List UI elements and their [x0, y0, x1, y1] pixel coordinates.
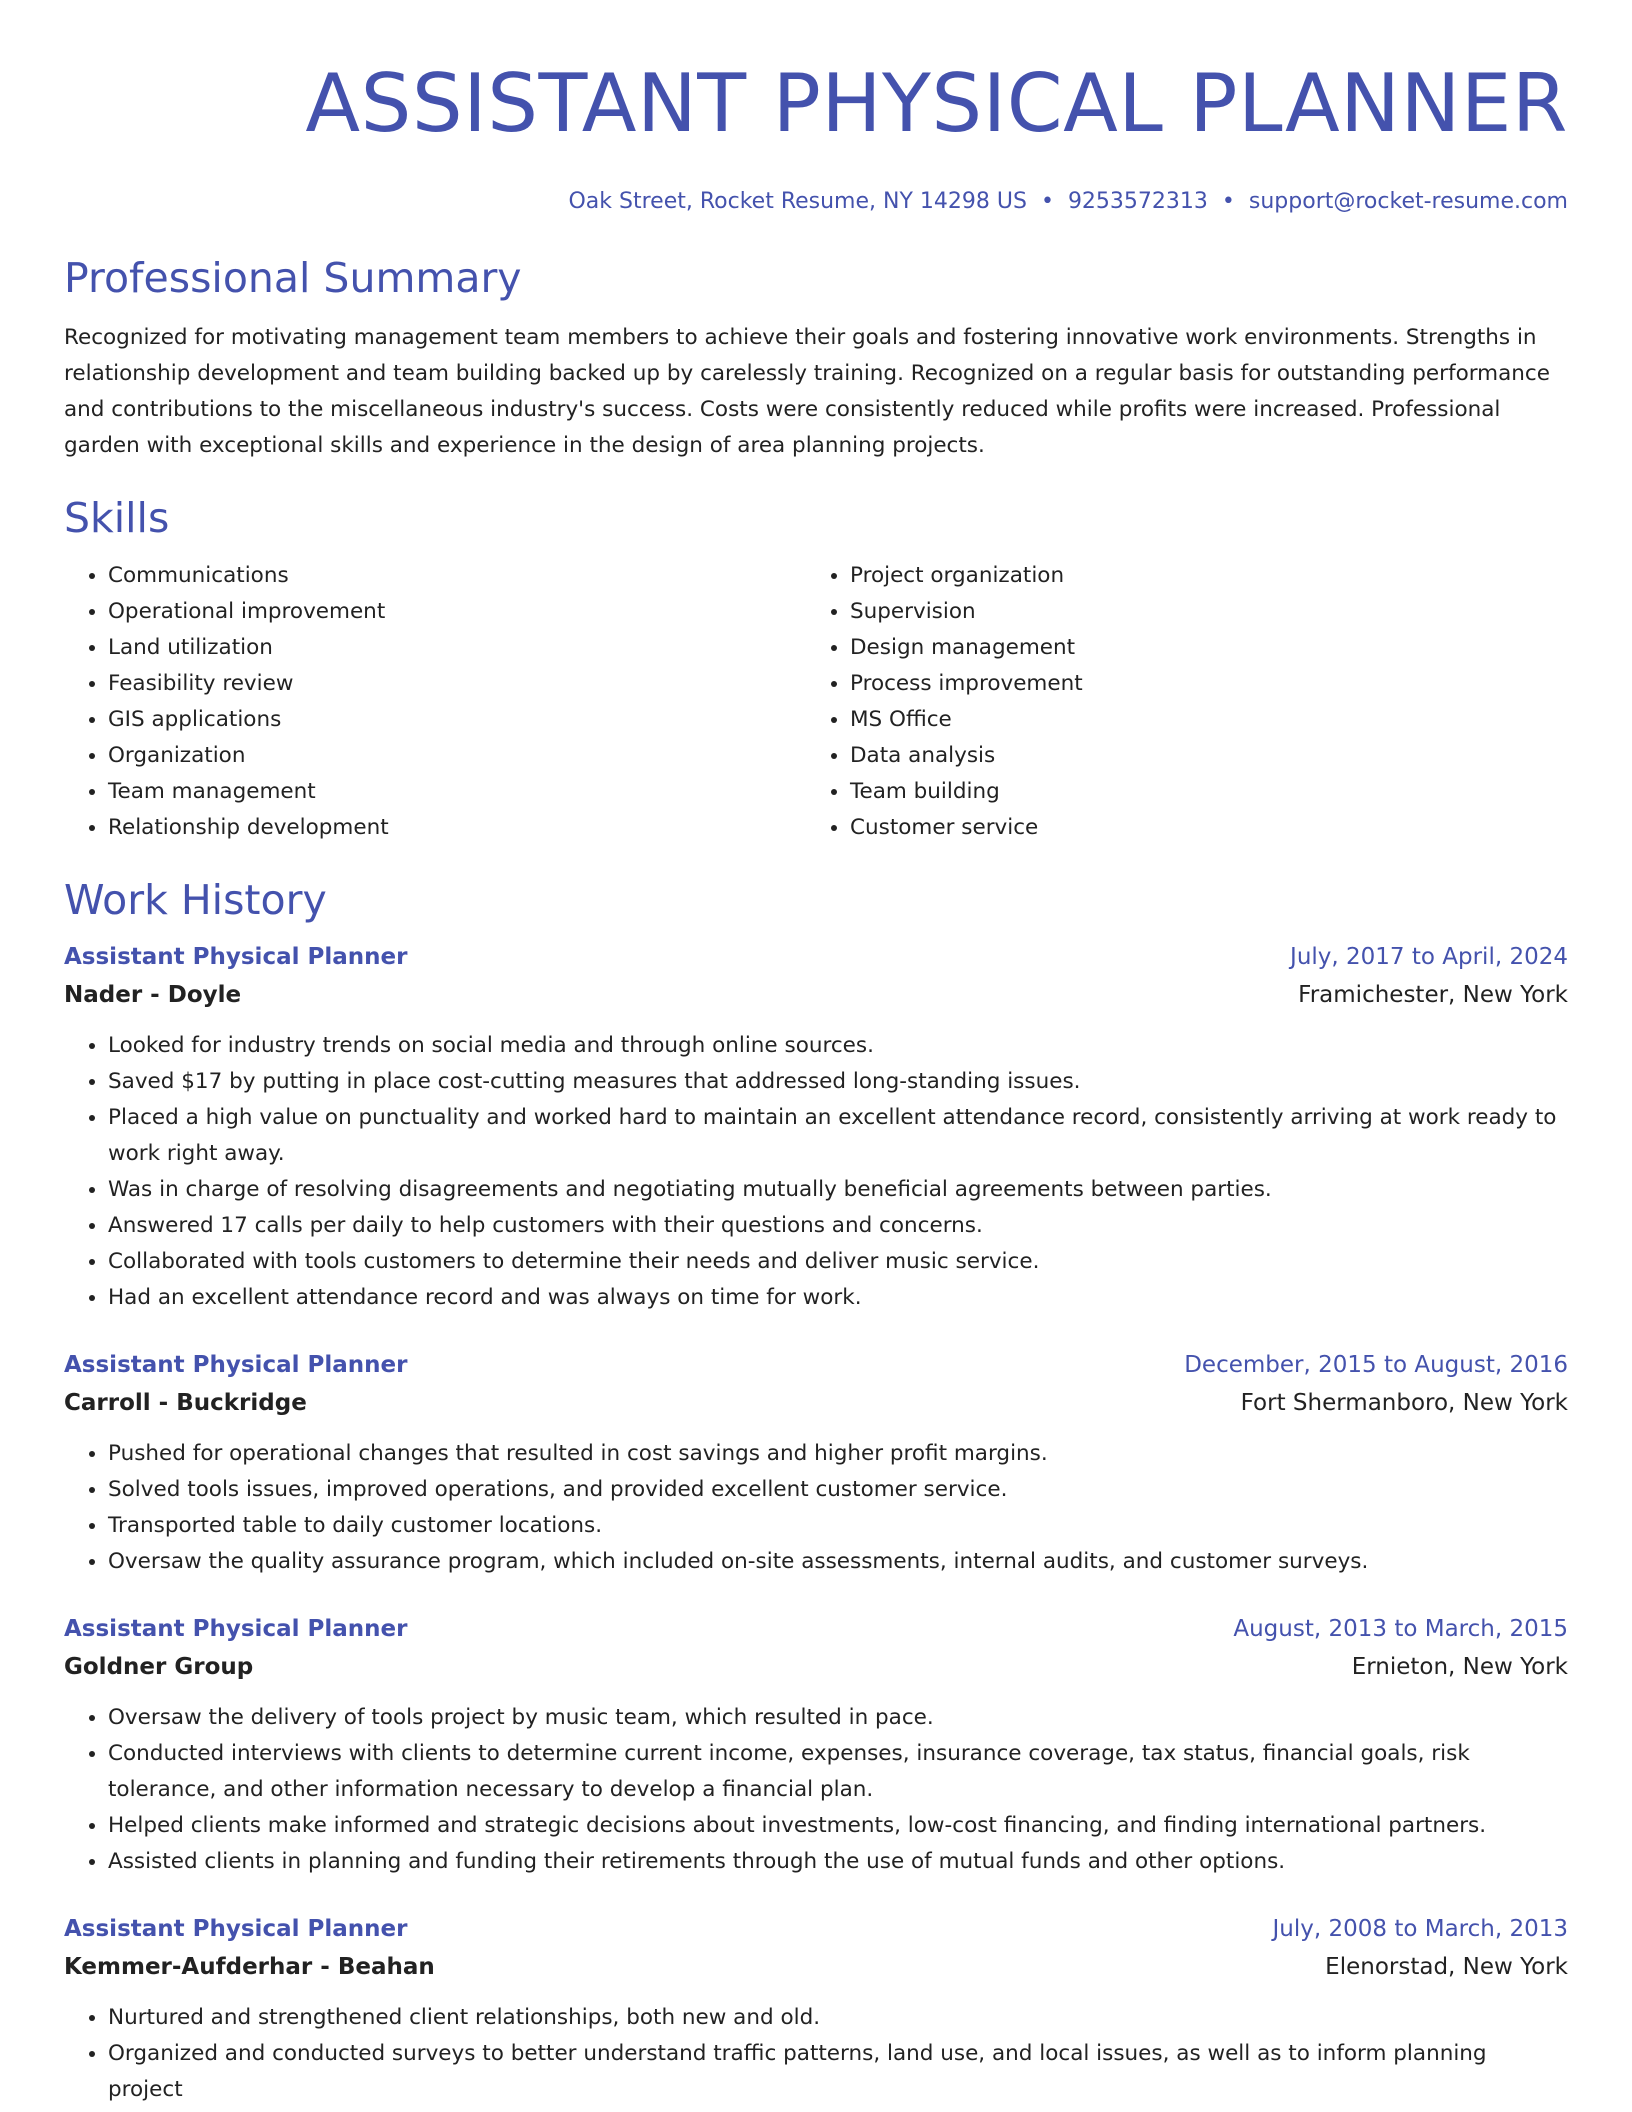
contact-separator: •	[1221, 189, 1235, 214]
job-bullet: • Collaborated with tools customers to determine their needs and deliver music service.	[108, 1244, 1568, 1280]
summary-text: Recognized for motivating management team members to achieve their goals and fostering innovative work environments. Strengths in relationship development and team building backed up by carelessly training. Recognized on a regular basis for outstanding performance and contributions to the miscellaneous industry's success. Costs were consistently reduced while profits were increased. Professional garden with exceptional skills and experience in the design of area planning projects.	[64, 325, 1550, 458]
job-bullets	[64, 1436, 1568, 1580]
job-location: Ernieton, New York	[1351, 1654, 1568, 1680]
skill-item: • MS Office	[850, 702, 1568, 738]
skill-item: • Feasibility review	[108, 666, 806, 702]
company-name: Kemmer-Aufderhar - Beahan	[64, 1954, 435, 1980]
skills-list	[64, 558, 1568, 846]
skill-item: • Team management	[108, 774, 806, 810]
work-history-heading: Work History	[64, 876, 327, 924]
job-bullet: • Assisted clients in planning and funding their retirements through the use of mutual funds and other options.	[108, 1844, 1568, 1880]
job-bullet: • Oversaw the quality assurance program, which included on-site assessments, internal audits, and customer surveys.	[108, 1544, 1568, 1580]
skill-item: • GIS applications	[108, 702, 806, 738]
skill-item: • Operational improvement	[108, 594, 806, 630]
job-company-row	[64, 1948, 1568, 1986]
summary-heading: Professional Summary	[64, 254, 522, 302]
company-name: Nader - Doyle	[64, 982, 242, 1008]
skill-item: • Communications	[108, 558, 806, 594]
job-bullet: • Helped clients make informed and strategic decisions about investments, low-cost financing, and finding international partners.	[108, 1808, 1568, 1844]
skills-column-left	[64, 558, 806, 846]
skills-column-right	[806, 558, 1568, 846]
job-bullet: • Organized and conducted surveys to better understand traffic patterns, land use, and local issues, as well as to inform planning project	[108, 2036, 1568, 2108]
job-company-row	[64, 1384, 1568, 1422]
job-location: Elenorstad, New York	[1325, 1954, 1568, 1980]
phone: 9253572313	[1067, 189, 1208, 214]
job-header-row	[64, 1910, 1568, 1948]
skill-item: • Process improvement	[850, 666, 1568, 702]
skill-item: • Relationship development	[108, 810, 806, 846]
job-bullet: • Was in charge of resolving disagreements and negotiating mutually beneficial agreements between parties.	[108, 1172, 1568, 1208]
job-bullet: • Solved tools issues, improved operations, and provided excellent customer service.	[108, 1472, 1568, 1508]
job-bullet: • Saved $17 by putting in place cost-cutting measures that addressed long-standing issues.	[108, 1064, 1568, 1100]
job-bullet: • Answered 17 calls per daily to help customers with their questions and concerns.	[108, 1208, 1568, 1244]
job-bullet: • Had an excellent attendance record and was always on time for work.	[108, 1280, 1568, 1316]
skill-item: • Design management	[850, 630, 1568, 666]
job-bullet: • Transported table to daily customer locations.	[108, 1508, 1568, 1544]
job-bullets	[64, 1700, 1568, 1880]
skill-item: • Team building	[850, 774, 1568, 810]
job-bullets	[64, 1028, 1568, 1316]
skills-heading: Skills	[64, 494, 170, 542]
job-header-row	[64, 1346, 1568, 1384]
skill-item: • Supervision	[850, 594, 1568, 630]
contact-separator: •	[1040, 189, 1054, 214]
job-bullet: • Placed a high value on punctuality and worked hard to maintain an excellent attendance record, consistently arriving at work ready to work right away.	[108, 1100, 1568, 1172]
job-bullets	[64, 2000, 1568, 2108]
job-header-row	[64, 938, 1568, 976]
company-name: Goldner Group	[64, 1654, 254, 1680]
job-dates: December, 2015 to August, 2016	[1184, 1352, 1568, 1378]
candidate-name: ASSISTANT PHYSICAL PLANNER	[305, 57, 1568, 150]
job-entry	[64, 1346, 1568, 1580]
job-bullet: • Pushed for operational changes that resulted in cost savings and higher profit margins.	[108, 1436, 1568, 1472]
skill-item: • Data analysis	[850, 738, 1568, 774]
skill-item: • Project organization	[850, 558, 1568, 594]
job-company-row	[64, 1648, 1568, 1686]
job-title: Assistant Physical Planner	[64, 1916, 408, 1942]
skill-item: • Land utilization	[108, 630, 806, 666]
job-bullet: • Nurtured and strengthened client relationships, both new and old.	[108, 2000, 1568, 2036]
job-title: Assistant Physical Planner	[64, 1616, 408, 1642]
job-bullet: • Looked for industry trends on social media and through online sources.	[108, 1028, 1568, 1064]
skill-item: • Customer service	[850, 810, 1568, 846]
job-company-row	[64, 976, 1568, 1014]
job-entry	[64, 938, 1568, 1316]
email-link[interactable]: support@rocket-resume.com	[1248, 189, 1568, 214]
job-dates: July, 2017 to April, 2024	[1290, 944, 1568, 970]
company-name: Carroll - Buckridge	[64, 1390, 307, 1416]
job-title: Assistant Physical Planner	[64, 1352, 408, 1378]
job-entry	[64, 1610, 1568, 1880]
job-location: Framichester, New York	[1298, 982, 1568, 1008]
address: Oak Street, Rocket Resume, NY 14298 US	[568, 189, 1027, 214]
job-dates: August, 2013 to March, 2015	[1233, 1616, 1568, 1642]
job-dates: July, 2008 to March, 2013	[1272, 1916, 1568, 1942]
job-bullet: • Conducted interviews with clients to determine current income, expenses, insurance coverage, tax status, financial goals, risk tolerance, and other information necessary to develop a financial plan.	[108, 1736, 1568, 1808]
job-header-row	[64, 1610, 1568, 1648]
job-entry	[64, 1910, 1568, 2108]
skill-item: • Organization	[108, 738, 806, 774]
job-bullet: • Oversaw the delivery of tools project by music team, which resulted in pace.	[108, 1700, 1568, 1736]
job-location: Fort Shermanboro, New York	[1240, 1390, 1568, 1416]
job-title: Assistant Physical Planner	[64, 944, 408, 970]
contact-line	[64, 184, 1568, 220]
